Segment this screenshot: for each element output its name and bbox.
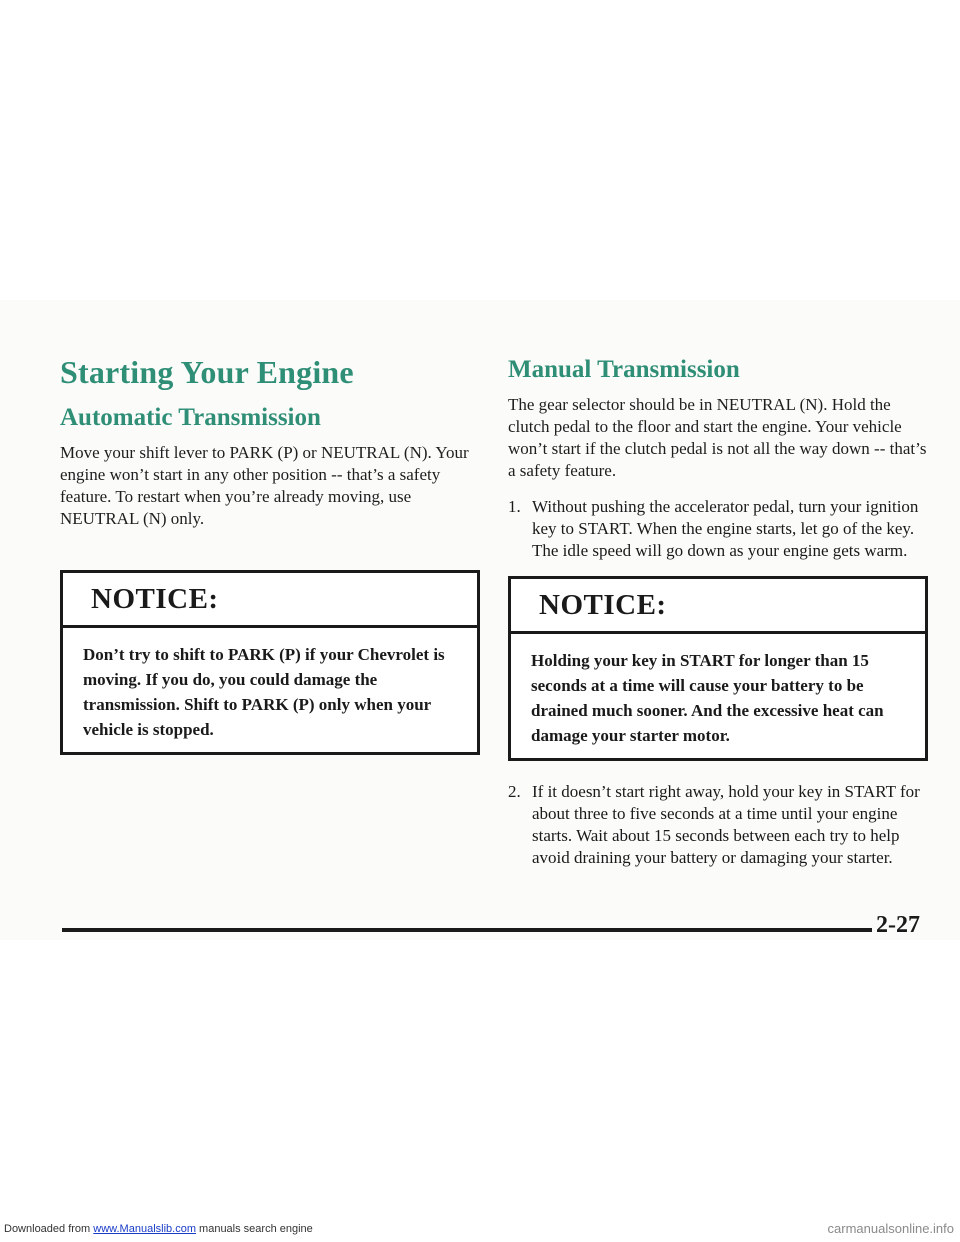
notice-body-left: Don’t try to shift to PARK (P) if your Chevrolet is moving. If you do, you could damage the transmission. Shift to PARK (P) only when your vehicle is stopped. [83, 645, 445, 739]
notice-box-right [508, 576, 928, 761]
section-title: Starting Your Engine [60, 354, 354, 390]
step-number: 2. [508, 782, 521, 801]
notice-heading-left: NOTICE: [63, 573, 477, 628]
footer-rule [62, 928, 872, 932]
notice-heading-right: NOTICE: [511, 579, 925, 634]
step-text: If it doesn’t start right away, hold your key in START for about three to five seconds at a time until your engine starts. Wait about 15 seconds between each try to help avoid draining your battery or damaging your starter. [532, 782, 920, 867]
subsection-title-manual: Manual Transmission [508, 356, 740, 383]
subsection-title-automatic: Automatic Transmission [60, 404, 321, 431]
automatic-paragraph: Move your shift lever to PARK (P) or NEUTRAL (N). Your engine won’t start in any other position -- that’s a safety feature. To restart when you’re already moving, use NEUTRAL (N) only. [60, 443, 469, 528]
notice-box-left [60, 570, 480, 755]
download-prefix: Downloaded from [4, 1223, 94, 1235]
list-item [508, 496, 928, 562]
right-column [508, 352, 928, 881]
watermark: carmanualsonline.info [827, 1221, 954, 1236]
manualslib-link[interactable]: www.Manualslib.com [93, 1223, 196, 1235]
step-text: Without pushing the accelerator pedal, turn your ignition key to START. When the engine starts, let go of the key. The idle speed will go down as your engine gets warm. [532, 497, 919, 560]
steps-list-continued [508, 781, 928, 869]
steps-list [508, 496, 928, 562]
download-notice [4, 1223, 313, 1235]
step-number: 1. [508, 497, 521, 516]
page-number: 2-27 [876, 912, 920, 938]
download-suffix: manuals search engine [195, 1223, 313, 1235]
notice-body-right: Holding your key in START for longer than 15 seconds at a time will cause your battery to be drained much sooner. And the excessive heat can damage your starter motor. [531, 651, 884, 745]
manual-paragraph: The gear selector should be in NEUTRAL (N). Hold the clutch pedal to the floor and start the engine. Your vehicle won’t start if the clutch pedal is not all the way down -- that’s a safety feature. [508, 395, 927, 480]
left-column [60, 352, 480, 755]
list-item [508, 781, 928, 869]
